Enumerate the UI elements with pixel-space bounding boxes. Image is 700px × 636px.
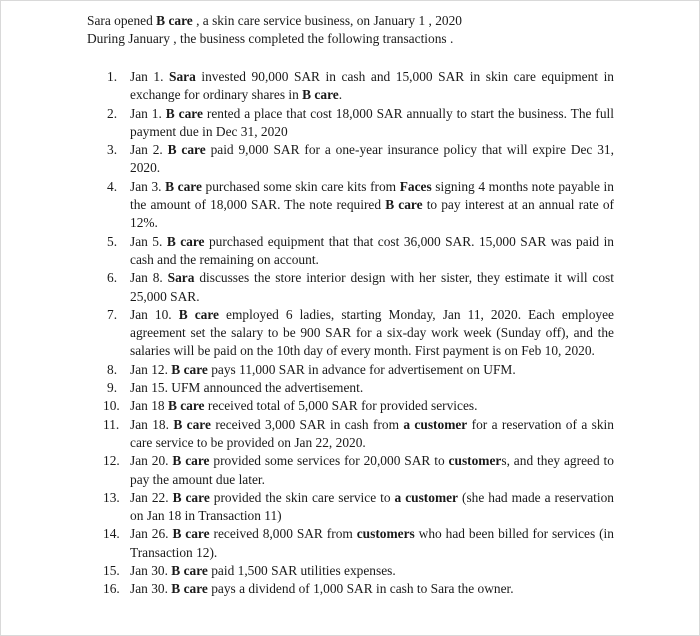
- text-run: paid 9,000 SAR for a one-year insurance policy that will expire Dec 31, 2020.: [130, 142, 614, 176]
- transaction-text: [130, 179, 614, 231]
- transaction-text: [130, 362, 516, 377]
- transaction-text: [130, 106, 614, 139]
- text-run: Jan 30.: [130, 581, 172, 597]
- text-run: for a reservation of a skin care service to be provided on Jan 22, 2020.: [130, 416, 614, 450]
- text-run: Jan 22.: [130, 489, 173, 505]
- text-run: who had been billed for services (in Transaction 12).: [130, 526, 614, 560]
- text-run: s, and they agreed to pay the amount due later.: [130, 453, 614, 487]
- transaction-item: [103, 452, 614, 489]
- text-run: invested 90,000 SAR in cash and 15,000 SAR in skin care equipment in exchange for ordinary shares in: [130, 69, 614, 103]
- text-run: employed 6 ladies, starting Monday, Jan 11, 2020. Each employee agreement set the salary to be 900 SAR for a six-day work week (Sunday off), and the salaries will be paid on the 10th day of every month. First payment is on Feb 10, 2020.: [130, 306, 614, 359]
- transaction-number: 5.: [107, 233, 118, 249]
- transaction-number: 11.: [103, 416, 120, 432]
- transaction-item: [107, 269, 614, 306]
- text-run: Jan 3.: [130, 178, 166, 194]
- transaction-text: [130, 490, 614, 523]
- transaction-text: [130, 307, 614, 359]
- transaction-item: [103, 397, 614, 415]
- transaction-text: [130, 380, 363, 395]
- text-run: pays 11,000 SAR in advance for advertisement on UFM.: [207, 361, 516, 377]
- text-run: Jan 12.: [130, 361, 172, 377]
- bold-term: B care: [178, 306, 219, 322]
- transaction-text: [130, 270, 614, 303]
- bold-term: B care: [173, 416, 211, 432]
- transaction-item: [107, 178, 614, 233]
- bold-term: B care: [167, 398, 205, 414]
- transaction-item: [103, 580, 614, 598]
- business-name: B care: [156, 13, 193, 28]
- transaction-text: [130, 234, 614, 267]
- transaction-number: 15.: [103, 563, 120, 579]
- text-run: paid 1,500 SAR utilities expenses.: [207, 563, 396, 579]
- text-run: .: [338, 87, 343, 103]
- intro-text: , a skin care service business, on January 1 , 2020: [192, 13, 462, 28]
- bold-term: B care: [165, 105, 203, 121]
- bold-term: B care: [172, 489, 210, 505]
- bold-term: B care: [165, 178, 202, 194]
- transaction-item: [103, 562, 614, 580]
- text-run: (she had made a reservation on Jan 18 in Transaction 11): [130, 489, 614, 524]
- transaction-item: [107, 141, 614, 178]
- transaction-item: [107, 306, 614, 361]
- text-run: Jan 18.: [130, 416, 174, 432]
- transaction-list: [103, 68, 614, 599]
- bold-term: customer: [448, 453, 502, 469]
- text-run: Jan 10.: [130, 306, 179, 322]
- text-run: provided some services for 20,000 SAR to: [209, 453, 449, 469]
- intro-line-1: [87, 12, 647, 30]
- transaction-item: [103, 416, 614, 453]
- text-run: received total of 5,000 SAR for provided services.: [204, 398, 478, 414]
- transaction-number: 9.: [107, 380, 118, 396]
- transaction-text: [130, 142, 614, 175]
- transaction-number: 13.: [103, 489, 120, 505]
- transaction-text: [130, 581, 514, 596]
- bold-term: B care: [385, 197, 423, 213]
- text-run: purchased equipment that that cost 36,000 SAR. 15,000 SAR was paid in cash and the remaining on account.: [130, 233, 614, 267]
- transaction-text: [130, 453, 614, 486]
- text-run: Jan 5.: [130, 233, 167, 249]
- bold-term: B care: [171, 563, 208, 579]
- text-run: Jan 18: [130, 398, 168, 414]
- intro-paragraph: [87, 12, 647, 48]
- transaction-number: 16.: [103, 581, 120, 597]
- bold-term: B care: [166, 233, 205, 249]
- text-run: Jan 2.: [130, 142, 168, 158]
- transaction-number: 3.: [107, 142, 118, 158]
- bold-term: B care: [302, 87, 339, 103]
- text-run: to pay interest at an annual rate of 12%.: [130, 197, 614, 231]
- text-run: Jan 8.: [130, 270, 168, 286]
- intro-line-2: During January , the business completed the following transactions .: [87, 31, 454, 46]
- text-run: Jan 26.: [130, 526, 173, 542]
- text-run: purchased some skin care kits from: [201, 178, 400, 194]
- text-run: provided the skin care service to: [209, 489, 395, 505]
- transaction-number: 14.: [103, 526, 120, 542]
- text-run: received 3,000 SAR in cash from: [210, 416, 404, 432]
- text-run: received 8,000 SAR from: [209, 526, 357, 542]
- text-run: Jan 20.: [130, 453, 173, 469]
- bold-term: a customer: [394, 489, 459, 505]
- bold-term: B care: [171, 361, 208, 377]
- transaction-number: 10.: [103, 398, 120, 414]
- transaction-number: 8.: [107, 361, 118, 377]
- transaction-text: [130, 398, 477, 413]
- bold-term: Sara: [167, 270, 195, 286]
- bold-term: Faces: [399, 178, 432, 194]
- transaction-number: 2.: [107, 105, 118, 121]
- text-run: Jan 15. UFM announced the advertisement.: [130, 380, 364, 396]
- text-run: rented a place that cost 18,000 SAR annually to start the business. The full payment due in Dec 31, 2020: [130, 105, 614, 139]
- transaction-item: [103, 525, 614, 562]
- bold-term: a customer: [403, 416, 468, 432]
- bold-term: B care: [171, 581, 208, 597]
- transaction-item: [107, 105, 614, 142]
- bold-term: B care: [167, 142, 206, 158]
- transaction-item: [107, 68, 614, 105]
- transaction-item: [103, 489, 614, 526]
- text-run: signing 4 months note payable in the amount of 18,000 SAR. The note required: [130, 178, 614, 213]
- transaction-number: 1.: [107, 69, 118, 84]
- bold-term: Sara: [169, 69, 196, 84]
- transaction-item: [107, 379, 614, 397]
- transaction-number: 6.: [107, 270, 118, 286]
- bold-term: customers: [356, 526, 415, 542]
- transaction-number: 4.: [107, 178, 118, 194]
- transaction-number: 12.: [103, 453, 120, 469]
- text-run: discusses the store interior design with her sister, they estimate it will cost 25,000 SAR.: [130, 270, 614, 304]
- transaction-text: [130, 563, 396, 578]
- transaction-item: [107, 233, 614, 270]
- transaction-text: [130, 69, 614, 102]
- intro-text: Sara opened: [87, 13, 157, 28]
- bold-term: B care: [172, 526, 210, 542]
- bold-term: B care: [172, 453, 210, 469]
- text-run: Jan 30.: [130, 563, 172, 579]
- transaction-item: [107, 361, 614, 379]
- transaction-text: [130, 417, 614, 450]
- text-run: pays a dividend of 1,000 SAR in cash to Sara the owner.: [207, 581, 514, 597]
- text-run: Jan 1.: [130, 69, 170, 84]
- transaction-number: 7.: [107, 306, 118, 322]
- transaction-text: [130, 526, 614, 559]
- text-run: Jan 1.: [130, 105, 166, 121]
